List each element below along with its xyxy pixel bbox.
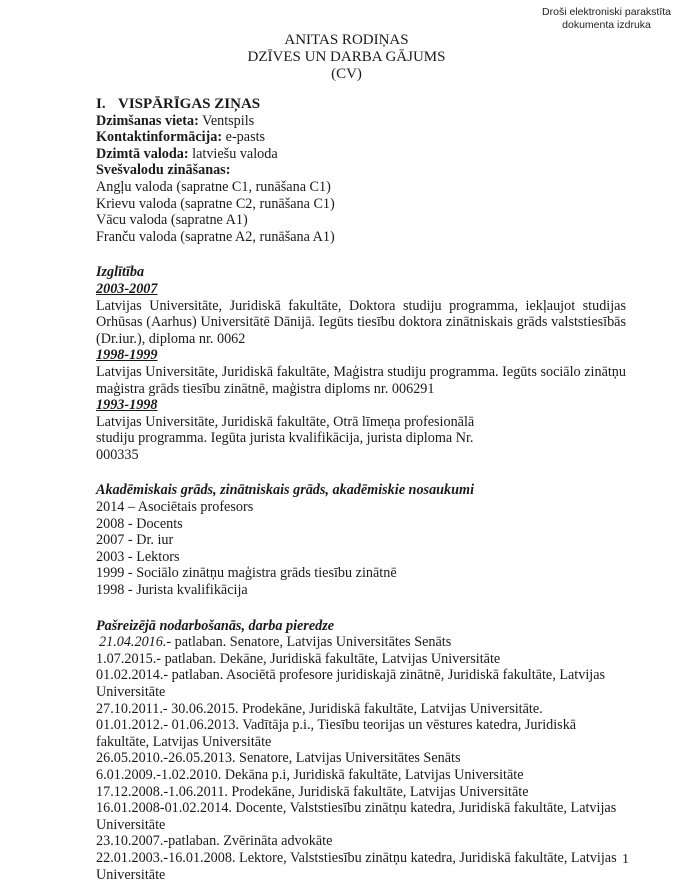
work-detail: -01.02.2014. Docente, Valststiesību zinātņu katedra, Juridiskā fakultāte, Latvijas Universitāte xyxy=(96,800,617,833)
education-years: 1993-1998 xyxy=(96,397,158,414)
language-item: Vācu valoda (sapratne A1) xyxy=(96,212,248,229)
education-years: 2003-2007 xyxy=(96,280,158,297)
title-subtitle: DZĪVES UN DARBA GĀJUMS xyxy=(247,49,446,65)
section-title: VISPĀRĪGAS ZIŅAS xyxy=(118,96,261,112)
work-date: 6.01.2009. xyxy=(96,766,157,783)
work-heading: Pašreizējā nodarbošanās, darba pieredze xyxy=(96,617,335,634)
stamp-line-2: dokumenta izdruka xyxy=(562,19,651,31)
language-item: Franču valoda (sapratne A2, runāšana A1) xyxy=(96,228,335,245)
birthplace-label: Dzimšanas vieta: xyxy=(96,112,199,129)
work-detail: - 01.06.2013. Vadītāja p.i., Tiesību teorijas un vēstures katedra, Juridiskā fakultāte, Latvijas Universitāte xyxy=(96,717,577,750)
document-title xyxy=(0,32,693,83)
stamp-line-1: Droši elektroniski parakstīta xyxy=(542,6,671,18)
work-date: 16.01.2008 xyxy=(96,800,160,817)
work-item xyxy=(96,767,626,784)
title-cv: (CV) xyxy=(331,66,362,82)
work-item xyxy=(96,634,626,651)
work-date: 17.12.2008. xyxy=(96,783,164,800)
work-detail: -16.01.2008. Lektore, Valststiesību zinātņu katedra, Juridiskā fakultāte, Latvijas Universitāte xyxy=(96,849,617,883)
work-detail: -patlaban. Zvērināta advokāte xyxy=(163,833,333,850)
work-item xyxy=(96,667,626,700)
native-language-row xyxy=(96,146,626,163)
work-date: 01.01.2012. xyxy=(96,717,164,734)
work-date: 27.10.2011. xyxy=(96,700,163,717)
work-item xyxy=(96,701,626,718)
education-years: 1998-1999 xyxy=(96,347,158,364)
work-detail: - 30.06.2015. Prodekāne, Juridiskā fakultāte, Latvijas Universitāte. xyxy=(162,700,543,717)
contact-label: Kontaktinformācija: xyxy=(96,129,223,146)
language-item: Angļu valoda (sapratne C1, runāšana C1) xyxy=(96,178,331,195)
work-item xyxy=(96,800,626,833)
native-language-label: Dzimtā valoda: xyxy=(96,145,189,162)
degree-item: 2007 - Dr. iur xyxy=(96,532,174,549)
language-item: Krievu valoda (sapratne C2, runāšana C1) xyxy=(96,195,335,212)
work-detail: - patlaban. Dekāne, Juridiskā fakultāte, Latvijas Universitāte xyxy=(156,650,501,667)
section-number: I. xyxy=(96,96,106,112)
education-list xyxy=(96,281,626,464)
work-item xyxy=(96,784,626,801)
work-detail: -1.06.2011. Prodekāne, Juridiskā fakultāte, Latvijas Universitāte xyxy=(163,783,529,800)
contact-value: e-pasts xyxy=(222,129,266,146)
foreign-languages-label: Svešvalodu zināšanas: xyxy=(96,162,231,179)
work-date: 01.02.2014. xyxy=(96,667,164,684)
page-number: 1 xyxy=(622,852,629,867)
birthplace-value: Ventspils xyxy=(198,112,255,129)
work-detail: -26.05.2013. Senatore, Latvijas Universitātes Senāts xyxy=(163,750,461,767)
degree-item: 2003 - Lektors xyxy=(96,548,180,565)
work-date: 21.04.2016. xyxy=(99,634,167,651)
degree-item: 1998 - Jurista kvalifikācija xyxy=(96,582,248,599)
degree-item: 2008 - Docents xyxy=(96,515,183,532)
work-detail: - patlaban. Senatore, Latvijas Universitātes Senāts xyxy=(166,634,452,651)
degrees-heading: Akadēmiskais grāds, zinātniskais grāds, akadēmiskie nosaukumi xyxy=(96,482,475,499)
degree-item: 1999 - Sociālo zinātņu maģistra grāds tiesību zinātnē xyxy=(96,565,397,582)
language-list xyxy=(96,179,626,245)
work-date: 1.07.2015. xyxy=(96,650,157,667)
signature-stamp xyxy=(542,6,671,32)
contact-row xyxy=(96,129,626,146)
work-detail: - patlaban. Asociētā profesore juridiskajā zinātnē, Juridiskā fakultāte, Latvijas Universitāte xyxy=(96,667,606,700)
work-list xyxy=(96,634,626,883)
education-text: Latvijas Universitāte, Juridiskā fakultāte, Doktora studiju programma, iekļaujot studijas Orhūsas (Aarhus) Universitātē Dānijā. Iegūts tiesību doktora zinātniskais grāds valststiesībās (Dr.iur.), diploma nr. 0062 xyxy=(96,297,626,347)
education-text: Latvijas Universitāte, Juridiskā fakultāte, Maģistra studiju programma. Iegūts sociālo zinātņu maģistra grāds tiesību zinātnē, maģistra diploms nr. 006291 xyxy=(96,363,626,397)
title-name: ANITAS RODIŅAS xyxy=(284,32,409,48)
work-date: 22.01.2003. xyxy=(96,849,164,866)
work-item xyxy=(96,750,626,767)
work-item xyxy=(96,717,626,750)
degree-item: 2014 – Asociētais profesors xyxy=(96,499,254,516)
degrees-list xyxy=(96,499,626,599)
work-date: 23.10.2007. xyxy=(96,833,164,850)
birthplace-row xyxy=(96,113,626,130)
work-item xyxy=(96,850,626,883)
section-general-heading xyxy=(96,96,626,113)
education-heading: Izglītība xyxy=(96,264,145,281)
work-item xyxy=(96,651,626,668)
work-detail: -1.02.2010. Dekāna p.i, Juridiskā fakultāte, Latvijas Universitāte xyxy=(156,766,524,783)
native-language-value: latviešu valoda xyxy=(188,145,278,162)
work-item xyxy=(96,833,626,850)
work-date: 26.05.2010. xyxy=(96,750,164,767)
education-text: Latvijas Universitāte, Juridiskā fakultāte, Otrā līmeņa profesionālā studiju programma. Iegūta jurista kvalifikācija, jurista diploma Nr. 000335 xyxy=(96,413,475,463)
cv-content xyxy=(96,96,626,883)
